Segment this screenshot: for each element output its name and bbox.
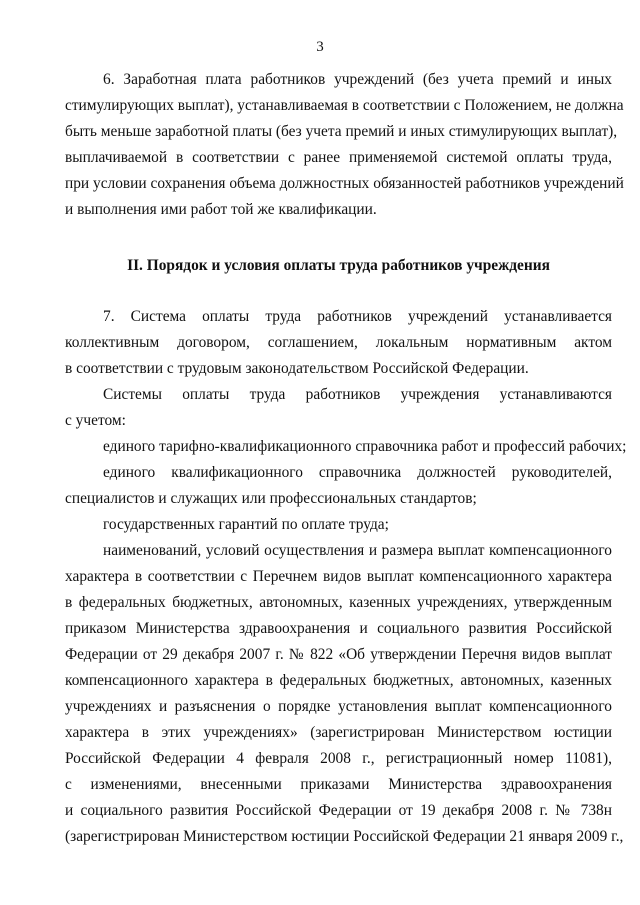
list-item-qualification-line: специалистов и служащих или профессиональных стандартов; bbox=[65, 490, 477, 507]
paragraph-6-line: и выполнения ими работ той же квалификации. bbox=[65, 201, 377, 218]
paragraph-7-line: коллективным договором, соглашением, локальным нормативным актом bbox=[65, 334, 612, 351]
systems-paragraph-line: Системы оплаты труда работников учреждения устанавливаются bbox=[103, 386, 612, 403]
list-item-names-line: компенсационного характера в федеральных бюджетных, автономных, казенных bbox=[65, 672, 612, 689]
list-item-names-line: приказом Министерства здравоохранения и социального развития Российской bbox=[65, 620, 612, 637]
list-item-qualification-line: единого квалификационного справочника должностей руководителей, bbox=[103, 464, 612, 481]
list-item-names-line: наименований, условий осуществления и размера выплат компенсационного bbox=[103, 542, 612, 559]
list-item-names-line: (зарегистрирован Министерством юстиции Российской Федерации 21 января 2009 г., bbox=[65, 828, 624, 845]
paragraph-6-line: выплачиваемой в соответствии с ранее применяемой системой оплаты труда, bbox=[65, 149, 612, 166]
list-item-names-line: учреждениях и разъяснения о порядке установления выплат компенсационного bbox=[65, 698, 612, 715]
list-item-names-line: с изменениями, внесенными приказами Министерства здравоохранения bbox=[65, 776, 612, 793]
list-item-names-line: Российской Федерации 4 февраля 2008 г., регистрационный номер 11081), bbox=[65, 750, 612, 767]
list-item-names-line: характера в соответствии с Перечнем видов выплат компенсационного характера bbox=[65, 568, 612, 585]
list-item-names-line: в федеральных бюджетных, автономных, казенных учреждениях, утвержденным bbox=[65, 594, 612, 611]
page-number: 3 bbox=[316, 39, 324, 55]
paragraph-7-line: 7. Система оплаты труда работников учреждений устанавливается bbox=[103, 308, 612, 325]
systems-paragraph-line: с учетом: bbox=[65, 412, 126, 429]
list-item-names-line: и социального развития Российской Федерации от 19 декабря 2008 г. № 738н bbox=[65, 802, 612, 819]
list-item-tariff: единого тарифно-квалификационного справочника работ и профессий рабочих; bbox=[103, 438, 627, 455]
paragraph-6-line: при условии сохранения объема должностных обязанностей работников учреждений bbox=[65, 175, 624, 192]
paragraph-6-line: 6. Заработная плата работников учреждений (без учета премий и иных bbox=[103, 71, 612, 88]
paragraph-6-line: быть меньше заработной платы (без учета премий и иных стимулирующих выплат), bbox=[65, 123, 618, 140]
section-heading: II. Порядок и условия оплаты труда работников учреждения bbox=[127, 257, 550, 274]
list-item-guarantees: государственных гарантий по оплате труда; bbox=[103, 516, 389, 533]
paragraph-7-line: в соответствии с трудовым законодательством Российской Федерации. bbox=[65, 360, 529, 377]
paragraph-6-line: стимулирующих выплат), устанавливаемая в соответствии с Положением, не должна bbox=[65, 97, 624, 114]
list-item-names-line: Федерации от 29 декабря 2007 г. № 822 «Об утверждении Перечня видов выплат bbox=[65, 646, 612, 663]
list-item-names-line: характера в этих учреждениях» (зарегистрирован Министерством юстиции bbox=[65, 724, 612, 741]
